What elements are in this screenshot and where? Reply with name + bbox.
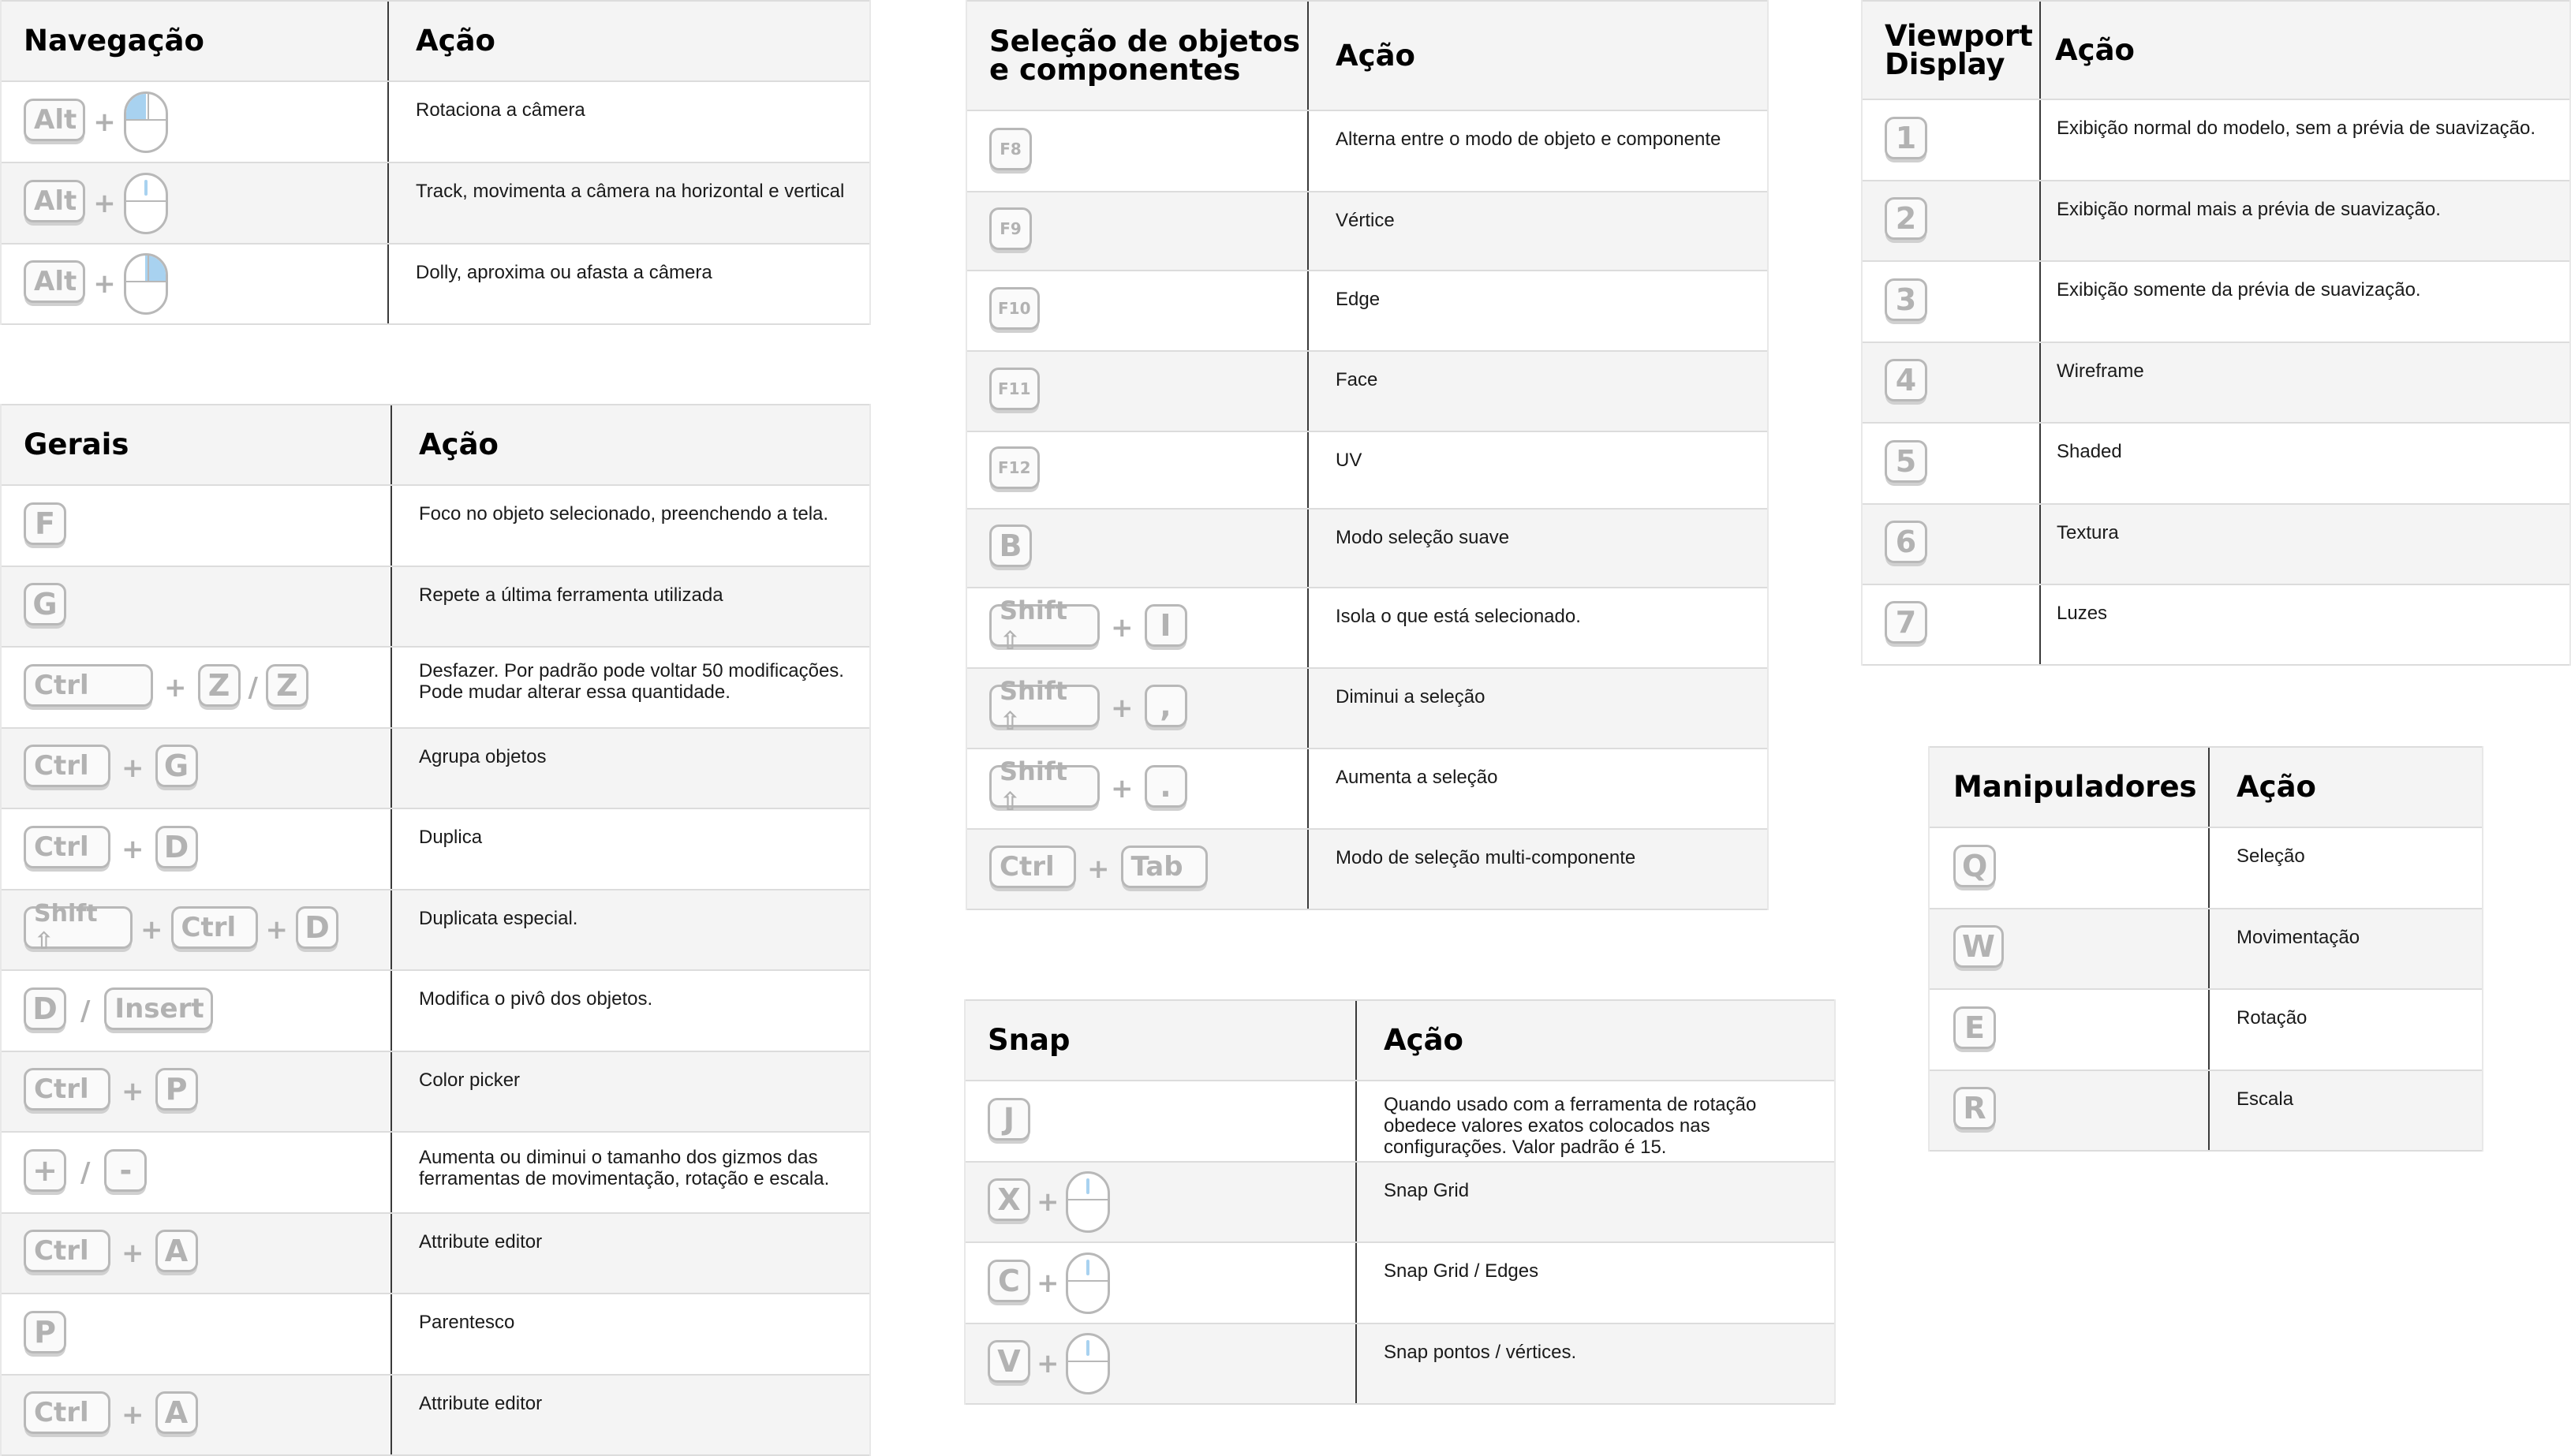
table-header: [966, 999, 1834, 1081]
mouse-middle-click-icon: [1066, 1333, 1110, 1394]
key-r: R: [1953, 1087, 1996, 1129]
table-row: [967, 111, 1767, 192]
column-header-viewport-line1: Viewport: [1885, 18, 2033, 53]
plus-sign: +: [1111, 612, 1134, 644]
table-row: [967, 749, 1767, 830]
key-7: 7: [1885, 601, 1927, 644]
key-minus: -: [104, 1149, 147, 1192]
action-text: Agrupa objetos: [419, 746, 547, 767]
action-text: Movimentação: [2237, 927, 2360, 948]
key-x: X: [988, 1178, 1030, 1221]
table-header: [2, 0, 869, 82]
key-z: Z: [266, 664, 308, 707]
mouse-middle-click-icon: [1066, 1171, 1110, 1233]
table-row: [966, 1243, 1834, 1324]
plus-sign: +: [121, 752, 144, 784]
table-row: [967, 432, 1767, 510]
table-row: [967, 669, 1767, 749]
key-1: 1: [1885, 117, 1927, 159]
table-header: [967, 0, 1767, 111]
slash-sign: /: [248, 671, 258, 704]
column-header-acao: Ação: [1336, 38, 1415, 73]
key-6: 6: [1885, 521, 1927, 563]
action-text: Modifica o pivô dos objetos.: [419, 988, 653, 1010]
table-row: [2, 1133, 869, 1214]
table-row: [967, 192, 1767, 271]
key-q: Q: [1953, 845, 1996, 887]
action-text: Escala: [2237, 1088, 2294, 1110]
table-row: [2, 971, 869, 1052]
key-c: C: [988, 1260, 1030, 1302]
action-text: Edge: [1336, 289, 1381, 310]
key-j: J: [988, 1098, 1030, 1141]
table-row: [1863, 585, 2569, 666]
key-shift: Shift ⇧: [24, 906, 133, 949]
key-g: G: [155, 745, 198, 787]
column-header-navegacao: Navegação: [24, 24, 204, 58]
action-text: Snap Grid: [1384, 1180, 1470, 1201]
table-row: [967, 510, 1767, 588]
action-text: Quando usado com a ferramenta de rotação obedece valores exatos colocados nas configurações. Valor padrão é 15.: [1384, 1094, 1757, 1158]
plus-sign: +: [93, 187, 116, 219]
column-header-selecao-line2: e componentes: [989, 52, 1241, 87]
key-3: 3: [1885, 278, 1927, 321]
key-f10: F10: [989, 287, 1040, 330]
table-row: [1863, 262, 2569, 343]
action-text: Repete a última ferramenta utilizada: [419, 584, 723, 606]
key-a: A: [155, 1391, 198, 1434]
manipuladores-table: [1928, 746, 2483, 1152]
plus-sign: +: [265, 914, 288, 946]
action-text: Textura: [2057, 522, 2119, 543]
plus-sign: +: [121, 1399, 144, 1431]
gerais-table: [0, 404, 871, 1456]
key-period: .: [1145, 765, 1187, 808]
plus-sign: +: [93, 106, 116, 138]
plus-sign: +: [1037, 1267, 1059, 1299]
key-ctrl: Ctrl: [24, 1230, 110, 1272]
column-header-gerais: Gerais: [24, 427, 129, 461]
key-tab: Tab: [1121, 846, 1208, 888]
action-text: Attribute editor: [419, 1393, 543, 1414]
table-row: [2, 1052, 869, 1133]
table-row: [1863, 424, 2569, 505]
plus-sign: +: [121, 1238, 144, 1269]
action-text: Exibição normal mais a prévia de suavização.: [2057, 199, 2441, 220]
plus-sign: +: [93, 268, 116, 300]
navegacao-table: [0, 0, 871, 325]
key-z: Z: [198, 664, 241, 707]
column-header-snap: Snap: [988, 1023, 1071, 1057]
key-shift: Shift ⇧: [989, 604, 1100, 647]
action-text: Parentesco: [419, 1312, 515, 1333]
key-b: B: [989, 525, 1032, 567]
key-ctrl: Ctrl: [24, 1068, 110, 1111]
slash-sign: /: [80, 995, 91, 1027]
table-header: [1863, 0, 2569, 100]
table-row: [1863, 343, 2569, 424]
action-text: Rotação: [2237, 1007, 2308, 1029]
column-header-acao: Ação: [419, 427, 499, 461]
action-text: Shaded: [2057, 441, 2122, 462]
key-p: P: [24, 1311, 66, 1353]
key-d: D: [155, 826, 198, 868]
key-ctrl: Ctrl: [989, 846, 1076, 888]
key-f12: F12: [989, 446, 1040, 489]
key-shift: Shift ⇧: [989, 765, 1100, 808]
plus-sign: +: [121, 1076, 144, 1107]
action-text: Modo de seleção multi-componente: [1336, 847, 1636, 868]
action-text: Track, movimenta a câmera na horizontal e vertical: [416, 181, 845, 202]
action-text: Seleção: [2237, 846, 2305, 867]
table-row: [967, 830, 1767, 910]
selecao-table: [966, 0, 1769, 910]
key-ctrl: Ctrl: [24, 826, 110, 868]
key-f9: F9: [989, 207, 1032, 250]
action-text: Luzes: [2057, 603, 2108, 624]
action-text: Exibição somente da prévia de suavização.: [2057, 279, 2421, 301]
table-row: [2, 163, 869, 245]
key-plus: +: [24, 1149, 66, 1192]
action-text: Alterna entre o modo de objeto e componente: [1336, 129, 1721, 150]
table-header: [1930, 746, 2482, 828]
column-header-acao: Ação: [2055, 32, 2135, 67]
key-shift: Shift ⇧: [989, 685, 1100, 727]
table-row: [967, 588, 1767, 669]
key-4: 4: [1885, 359, 1927, 401]
mouse-middle-click-icon: [1066, 1253, 1110, 1314]
key-insert: Insert: [104, 987, 213, 1030]
table-row: [2, 729, 869, 809]
table-row: [2, 1294, 869, 1376]
table-row: [1930, 909, 2482, 990]
key-v: V: [988, 1340, 1030, 1383]
plus-sign: +: [1037, 1348, 1059, 1379]
action-text: Modo seleção suave: [1336, 527, 1510, 548]
table-row: [2, 82, 869, 163]
table-row: [1863, 181, 2569, 262]
plus-sign: +: [1037, 1186, 1059, 1218]
viewport-display-table: [1861, 0, 2571, 666]
key-ctrl: Ctrl: [24, 1391, 110, 1434]
column-header-viewport-line2: Display: [1885, 47, 2005, 81]
action-text: Aumenta a seleção: [1336, 767, 1498, 788]
plus-sign: +: [1111, 693, 1134, 724]
key-alt: Alt: [24, 260, 85, 303]
key-a: A: [155, 1230, 198, 1272]
action-text: Aumenta ou diminui o tamanho dos gizmos das ferramentas de movimentação, rotação e escala.: [419, 1147, 830, 1189]
table-row: [1930, 828, 2482, 909]
action-text: Desfazer. Por padrão pode voltar 50 modificações. Pode mudar alterar essa quantidade.: [419, 660, 844, 703]
key-ctrl: Ctrl: [24, 745, 110, 787]
action-text: UV: [1336, 450, 1362, 471]
mouse-left-click-icon: [124, 91, 168, 153]
table-row: [1930, 1071, 2482, 1152]
table-row: [967, 352, 1767, 432]
key-5: 5: [1885, 440, 1927, 483]
action-text: Isola o que está selecionado.: [1336, 606, 1581, 627]
table-row: [967, 271, 1767, 352]
slash-sign: /: [80, 1156, 91, 1189]
key-f8: F8: [989, 128, 1032, 170]
table-row: [2, 890, 869, 971]
table-row: [2, 1376, 869, 1456]
column-header-acao: Ação: [416, 24, 495, 58]
key-w: W: [1953, 925, 2004, 968]
table-row: [1863, 100, 2569, 181]
action-text: Dolly, aproxima ou afasta a câmera: [416, 262, 712, 283]
table-row: [966, 1324, 1834, 1405]
action-text: Diminui a seleção: [1336, 686, 1485, 707]
key-ctrl: Ctrl: [24, 664, 153, 707]
table-header: [2, 404, 869, 486]
mouse-middle-click-icon: [124, 173, 168, 234]
plus-sign: +: [121, 833, 144, 865]
plus-sign: +: [1087, 853, 1110, 885]
snap-table: [964, 999, 1836, 1405]
key-alt: Alt: [24, 99, 85, 141]
table-row: [1863, 505, 2569, 585]
key-alt: Alt: [24, 180, 85, 222]
column-header-acao: Ação: [1384, 1023, 1463, 1057]
column-header-acao: Ação: [2237, 770, 2316, 804]
table-row: [2, 809, 869, 890]
plus-sign: +: [140, 914, 163, 946]
table-row: [2, 567, 869, 648]
action-text: Foco no objeto selecionado, preenchendo a tela.: [419, 503, 829, 525]
key-i: I: [1145, 604, 1187, 647]
key-d: D: [296, 906, 338, 949]
key-d: D: [24, 987, 66, 1030]
key-comma: ,: [1145, 685, 1187, 727]
action-text: Attribute editor: [419, 1231, 543, 1253]
key-f: F: [24, 502, 66, 545]
plus-sign: +: [1111, 773, 1134, 805]
table-row: [966, 1081, 1834, 1163]
action-text: Snap Grid / Edges: [1384, 1260, 1539, 1282]
table-row: [2, 648, 869, 729]
column-header-manipuladores: Manipuladores: [1953, 770, 2197, 804]
action-text: Face: [1336, 369, 1378, 390]
column-header-selecao-line1: Seleção de objetos: [989, 24, 1300, 58]
key-ctrl: Ctrl: [171, 906, 258, 949]
action-text: Duplica: [419, 827, 483, 848]
key-p: P: [155, 1068, 198, 1111]
plus-sign: +: [164, 671, 187, 704]
action-text: Rotaciona a câmera: [416, 99, 585, 121]
action-text: Color picker: [419, 1070, 521, 1091]
action-text: Exibição normal do modelo, sem a prévia de suavização.: [2057, 118, 2535, 139]
table-row: [2, 245, 869, 325]
key-f11: F11: [989, 368, 1040, 410]
mouse-right-click-icon: [124, 253, 168, 315]
table-row: [1930, 990, 2482, 1071]
table-row: [966, 1163, 1834, 1243]
key-2: 2: [1885, 197, 1927, 240]
key-g: G: [24, 583, 66, 625]
key-e: E: [1953, 1006, 1996, 1049]
action-text: Snap pontos / vértices.: [1384, 1342, 1577, 1363]
table-row: [2, 1214, 869, 1294]
action-text: Wireframe: [2057, 360, 2144, 382]
action-text: Vértice: [1336, 210, 1395, 231]
table-row: [2, 486, 869, 567]
action-text: Duplicata especial.: [419, 908, 578, 929]
